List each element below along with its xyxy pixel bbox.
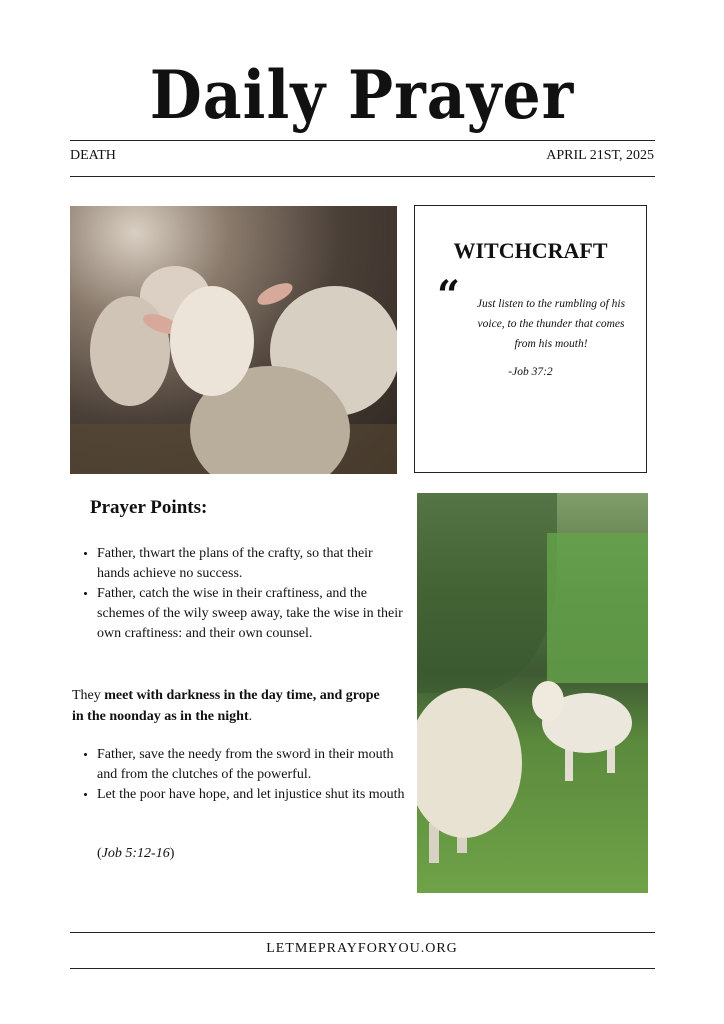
top-divider — [70, 140, 655, 141]
prayer-list — [78, 745, 407, 805]
quote-title: WITCHCRAFT — [453, 238, 608, 263]
list-item: • Father, catch the wise in their craftiness, and the schemes of the wily sweep away, take the wise in their own craftiness: and their own counsel. — [97, 584, 407, 644]
quote-box — [414, 205, 647, 473]
lamb-head — [532, 681, 564, 721]
scripture-citation — [97, 846, 174, 862]
lamb-head — [170, 286, 254, 396]
distant-field — [547, 533, 648, 683]
paragraph-prefix: They — [72, 688, 105, 703]
footer-top-divider — [70, 932, 655, 933]
citation-close: ) — [169, 846, 175, 861]
date-label: APRIL 21ST, 2025 — [546, 148, 654, 163]
footer-bottom-divider — [70, 968, 655, 969]
topic-tag: DEATH — [70, 148, 116, 163]
quote-reference: -Job 37:2 — [508, 366, 553, 378]
footer-website: LETMEPRAYFORYOU.ORG — [266, 941, 458, 956]
paragraph-suffix: . — [248, 709, 253, 724]
list-item: • Let the poor have hope, and let injustice shut its mouth — [97, 785, 407, 805]
sheep-field-photo — [417, 493, 648, 893]
list-item: • Father, save the needy from the sword in their mouth and from the clutches of the powerful. — [97, 745, 407, 785]
prayer-list — [78, 544, 407, 644]
background-sheep — [90, 296, 170, 406]
scripture-paragraph — [72, 685, 382, 727]
citation-ref: Job 5:12-16 — [101, 846, 170, 861]
page-title: Daily Prayer — [149, 57, 575, 135]
sheep-barn-photo — [70, 206, 397, 474]
quote-mark-icon: “ — [437, 272, 461, 319]
quote-text: Just listen to the rumbling of his voice, to the thunder that comes from his mouth! — [476, 298, 626, 350]
ewe-body — [417, 688, 522, 838]
paragraph-bold: meet with darkness in the day time, and grope in the noonday as in the night — [72, 688, 380, 724]
list-item: • Father, thwart the plans of the crafty, so that their hands achieve no success. — [97, 544, 407, 584]
tree-line — [417, 493, 557, 693]
prayer-points-heading: Prayer Points: — [90, 497, 208, 518]
header-divider — [70, 176, 655, 177]
citation-open: ( — [97, 846, 102, 861]
